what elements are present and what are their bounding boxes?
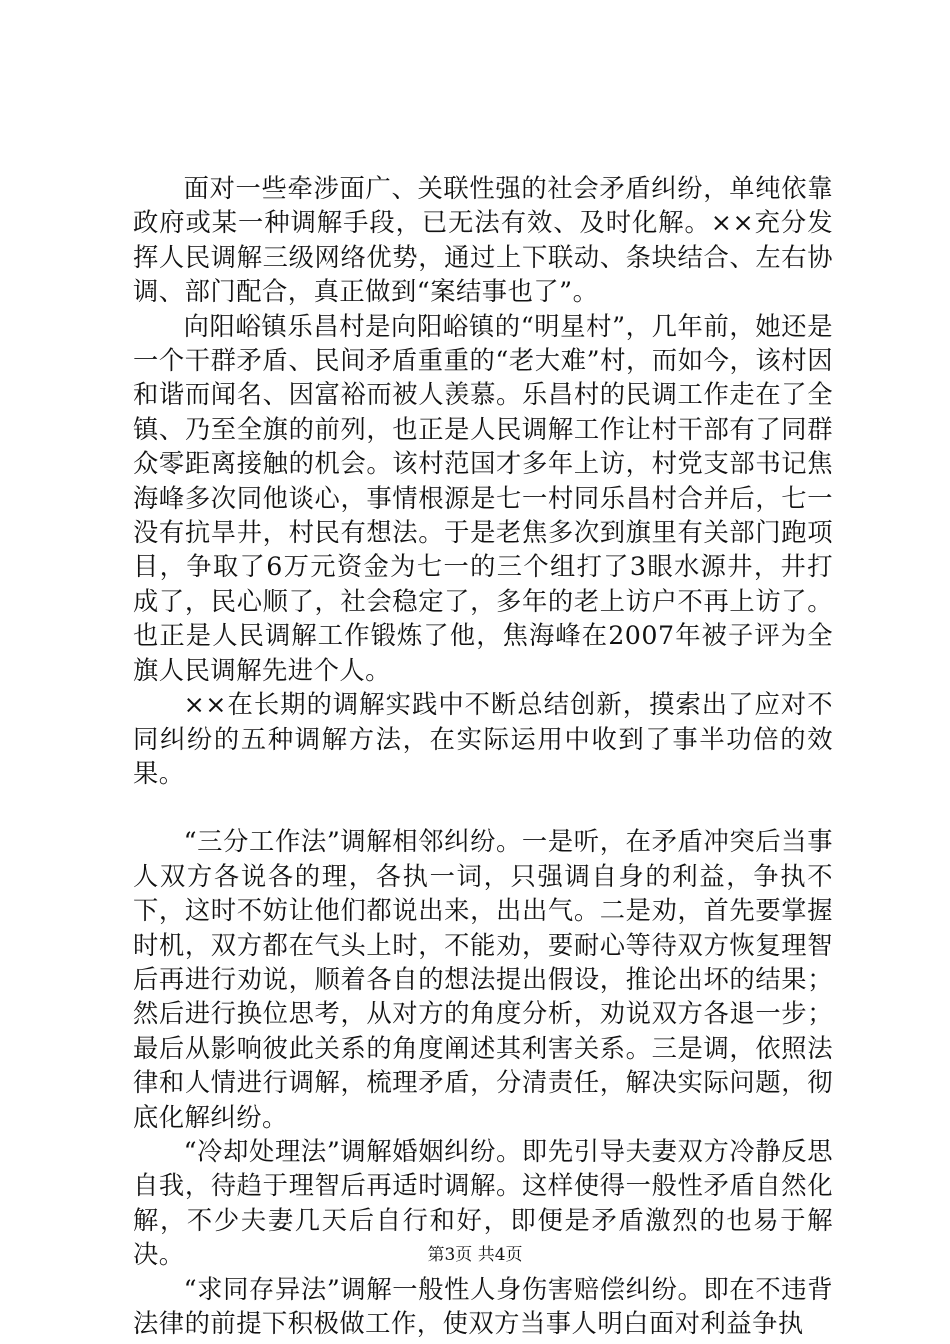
paragraph-three-step-method: “三分工作法”调解相邻纠纷。一是听，在矛盾冲突后当事人双方各说各的理，各执一词，只强调自身的利益，争执不下，这时不妨让他们都说出来，出出气。二是劝，首先要掌握时机，双方都在气头上时，不能劝，要耐心等待双方恢复理智后再进行劝说，顺着各自的想法提出假设，推论出坏的结果；然后进行换位思考，从对方的角度分析，劝说双方各退一步；最后从影响彼此关系的角度阐述其利害关系。三是调，依照法律和人情进行调解，梳理矛盾，分清责任，解决实际问题，彻底化解纠纷。: [133, 827, 833, 1132]
paragraph-cooling-method: “冷却处理法”调解婚姻纠纷。即先引导夫妻双方冷静反思自我，待趋于理智后再适时调解。这样使得一般性矛盾自然化解，不少夫妻几天后自行和好，即便是矛盾激烈的也易于解决。: [133, 1136, 833, 1270]
document-body: [133, 172, 833, 1341]
paragraph-lechang-village: 向阳峪镇乐昌村是向阳峪镇的“明星村”，几年前，她还是一个干群矛盾、民间矛盾重重的“老大难”村，而如今，该村因和谐而闻名、因富裕而被人羡慕。乐昌村的民调工作走在了全镇、乃至全旗的前列，也正是人民调解工作让村干部有了同群众零距离接触的机会。该村范国才多年上访，村党支部书记焦海峰多次同他谈心，事情根源是七一村同乐昌村合并后，七一没有抗旱井，村民有想法。于是老焦多次到旗里有关部门跑项目，争取了6万元资金为七一的三个组打了3眼水源井，井打成了，民心顺了，社会稳定了，多年的老上访户不再上访了。也正是人民调解工作锻炼了他，焦海峰在2007年被子评为全旗人民调解先进个人。: [133, 311, 833, 685]
paragraph-network-mediation: 面对一些牵涉面广、关联性强的社会矛盾纠纷，单纯依靠政府或某一种调解手段，已无法有效、及时化解。××充分发挥人民调解三级网络优势，通过上下联动、条块结合、左右协调、部门配合，真正做到“案结事也了”。: [133, 174, 833, 307]
page-footer: 第3页 共4页: [427, 1245, 523, 1265]
paragraph-common-ground-method: “求同存异法”调解一般性人身伤害赔偿纠纷。即在不违背法律的前提下积极做工作，使双方当事人明白面对利益争执: [133, 1274, 833, 1338]
paragraph-five-methods-intro: ××在长期的调解实践中不断总结创新，摸索出了应对不同纠纷的五种调解方法，在实际运用中收到了事半功倍的效果。: [133, 690, 833, 788]
